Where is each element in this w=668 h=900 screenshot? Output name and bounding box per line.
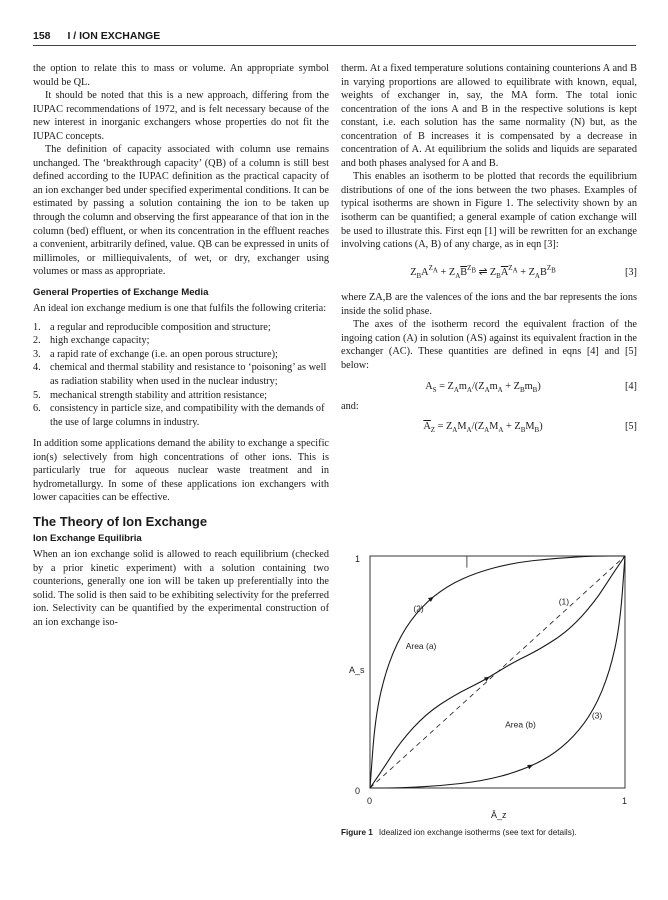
x-tick-0: 0 (367, 796, 373, 806)
equation-body: $A_S = Z_Am_A/(Z_Am_A + Z_Bm_B)$ (425, 381, 541, 395)
figure-caption (341, 828, 577, 837)
list-item (33, 361, 329, 388)
equation-3 (341, 266, 637, 280)
annotation-3: (3) (591, 710, 603, 721)
x-axis-label: Ā_z (491, 810, 507, 820)
list-number: 1. (33, 321, 41, 333)
list-item-text: a rapid rate of exchange (i.e. an open porous structure); (50, 348, 278, 360)
list-item-text: a regular and reproducible composition and structure; (50, 321, 271, 333)
equation-body: $\overline{A}_Z = Z_AM_A/(Z_AM_A + Z_BM_B)$ (423, 420, 543, 434)
page-number: 158 (33, 30, 51, 42)
section-heading: General Properties of Exchange Media (33, 286, 209, 298)
series-line-3 (370, 556, 625, 788)
list-item-text: mechanical strength stability and attrition resistance; (50, 389, 268, 401)
annotation-1: (1) (558, 596, 570, 607)
left-column (33, 62, 329, 629)
criteria-list (33, 321, 329, 429)
equation-body: $Z_BA^{Z_A} + Z_A\overline{B}^{Z_B}$ ⇌ $Z_B\overline{A}^{Z_A} + Z_AB^{Z_B}$ (410, 264, 556, 280)
paragraph: therm. At a fixed temperature solutions containing counterions A and B in varying proportions are allowed to equilibrate with known, equal, weights of exchanger in, say, the MA form. The total ionic concentration of the ions A and B in the respective solutions is kept constant, i.e. each solution has the same normality (N) but, as the concentration of B increases it is compensated by a decrease in concentration of A. At equilibrium the solids and liquids are separated and both phases analysed for A and B. (341, 63, 637, 169)
list-item-text: high exchange capacity; (50, 335, 150, 347)
header-rule (33, 45, 636, 46)
list-item (33, 389, 329, 403)
running-header (33, 30, 636, 42)
annotation-2: Area (a) (405, 640, 437, 651)
paragraph: The axes of the isotherm record the equivalent fraction of the ingoing cation (A) in solution (AS) against its equivalent fraction in the exchanger (AC). These quantities are defined in eqns [4] and [5] below: (341, 319, 637, 371)
list-number: 5. (33, 389, 41, 401)
equation-number: [3] (624, 266, 637, 278)
list-item (33, 334, 329, 348)
paragraph: When an ion exchange solid is allowed to reach equilibrium (checked by a prior kinetic experiment) with a solution containing two counterions, generally one ion will be taken up preferentially into the solid. The solid is then said to be exhibiting selectivity for the preferred ion. Selectivity can be quantified by the experimental construction of an ion exchange iso- (33, 549, 329, 628)
equation-5 (341, 420, 637, 434)
annotation-0: (2) (413, 603, 424, 614)
list-number: 4. (33, 362, 41, 374)
list-number: 6. (33, 403, 41, 415)
and-label: and: (341, 401, 359, 413)
isotherm-chart (341, 548, 637, 848)
paragraph: This enables an isotherm to be plotted that records the equilibrium distributions of one of the ions between the two phases. Examples of typical isotherms are shown in Figure 1. The selectivity shown by an isotherm can be quantified; a general example of cation exchange will be used to illustrate this. First eqn [1] will be rewritten for an exchange involving cations (A, B) of any charge, as in eqn [3]: (341, 171, 637, 251)
equation-4 (341, 380, 637, 394)
list-item (33, 402, 329, 429)
paragraph: In addition some applications demand the ability to exchange a specific ion(s) selectively from high concentrations of other ions. This is particularly true for aqueous nuclear waste treatment and in hydrometallurgy. In some of these applications ion exchangers with lower capacities can be effective. (33, 438, 329, 504)
list-item-text: consistency in particle size, and compatibility with the demands of the use of large columns in industry. (50, 403, 325, 428)
list-item (33, 321, 329, 335)
equation-number: [5] (624, 420, 637, 432)
x-tick-1: 1 (622, 796, 628, 806)
paragraph: where ZA,B are the valences of the ions and the bar represents the ions inside the solid phase. (341, 292, 637, 317)
y-tick-1: 1 (355, 554, 361, 564)
subsection-heading: Ion Exchange Equilibria (33, 532, 142, 544)
caption-text: Idealized ion exchange isotherms (see text for details). (378, 828, 577, 837)
y-axis-label: A_s (349, 665, 365, 675)
annotation-4: Area (b) (505, 719, 536, 730)
list-item (33, 348, 329, 362)
right-column (341, 62, 637, 439)
list-number: 3. (33, 348, 41, 360)
list-item-text: chemical and thermal stability and resistance to ‘poisoning’ as well as radiation stability when used in the nuclear industry; (50, 362, 327, 388)
figure-label: Figure 1 (341, 828, 373, 837)
chapter-heading: The Theory of Ion Exchange (33, 513, 208, 529)
list-number: 2. (33, 335, 41, 347)
y-tick-0: 0 (355, 786, 361, 796)
paragraph: the option to relate this to mass or volume. An appropriate symbol would be QL. (33, 63, 329, 88)
equation-number: [4] (624, 381, 637, 393)
paragraph: The definition of capacity associated with column use remains unchanged. The ‘breakthrough capacity’ (QB) of a column is still best defined according to the IUPAC definition as the practical capacity of an ion exchanger bed under specified experimental conditions. It can be estimated by passing a solution containing the ion to be taken up through the column and observing the first appearance of that ion in the column (bed) effluent, or when its concentration in the effluent reaches a convenient, arbitrarily defined, value. QB can be expressed in units of millimoles, or milliequivalents, of wet, or dry, exchanger using volumes or mass as appropriate. (33, 144, 329, 278)
paragraph: An ideal ion exchange medium is one that fulfils the following criteria: (33, 303, 327, 315)
section-title: I / ION EXCHANGE (67, 30, 161, 42)
paragraph: It should be noted that this is a new approach, differing from the IUPAC recommendations of 1972, and is felt necessary because of the new interest in inorganic exchangers whose properties do not fit the IUPAC concepts. (33, 90, 329, 142)
